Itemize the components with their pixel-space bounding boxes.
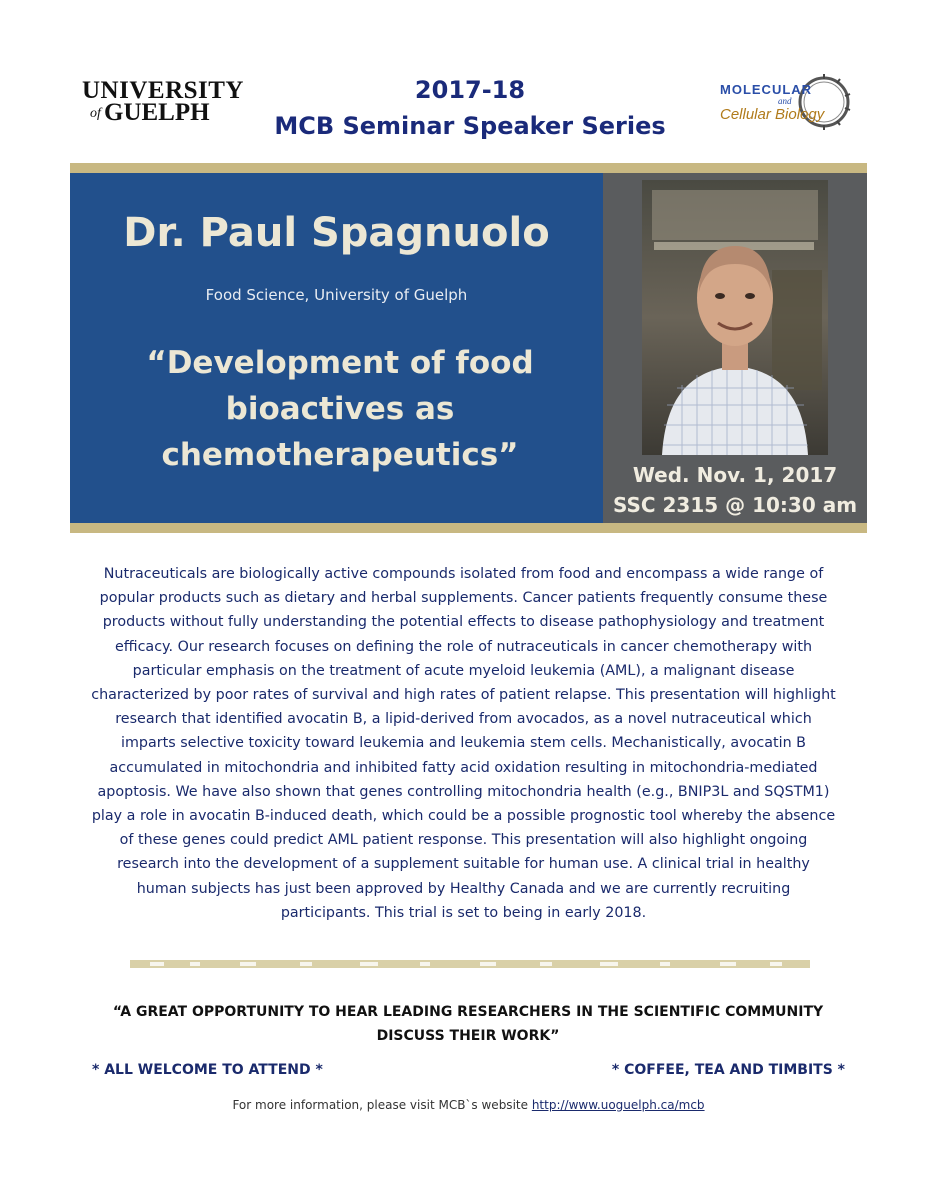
speaker-portrait (642, 180, 828, 455)
logo-guelph-text: GUELPH (104, 99, 210, 126)
speaker-name: Dr. Paul Spagnuolo (123, 210, 550, 256)
university-of-guelph-logo (80, 77, 244, 130)
gold-bar-top (70, 163, 867, 173)
logo-cellular-biology-text: Cellular Biology (720, 106, 825, 123)
logo-of-text: of (90, 106, 101, 121)
mcb-website-link[interactable]: http://www.uoguelph.ca/mcb (531, 1098, 705, 1112)
gold-bar-bottom (70, 523, 867, 533)
welcome-note: * ALL WELCOME TO ATTEND * (92, 1062, 323, 1078)
gear-icon (794, 70, 854, 134)
series-year: 2017-18 (414, 76, 526, 104)
talk-title: “Development of food bioactives as chemotherapeutics” (146, 345, 534, 473)
speaker-photo (642, 180, 828, 455)
logo-molecular-text: MOLECULAR (720, 82, 813, 97)
series-name: MCB Seminar Speaker Series (274, 112, 666, 140)
refreshments-note: * COFFEE, TEA AND TIMBITS * (611, 1062, 845, 1078)
event-location-time: SSC 2315 @ 10:30 am (612, 493, 858, 517)
promo-quote: “A GREAT OPPORTUNITY TO HEAR LEADING RESEARCHERS IN THE SCIENTIFIC COMMUNITY DISCUSS THEIR WORK” (112, 1004, 824, 1044)
more-info-text: For more information, please visit MCB`s website (232, 1098, 532, 1112)
abstract-text: Nutraceuticals are biologically active compounds isolated from food and encompass a wide range of popular products such as dietary and herbal supplements. Cancer patients frequently consume these products without fully understanding the potential effects to disease pathophysiology and treatment efficacy. Our research focuses on defining the role of nutraceuticals in cancer chemotherapy with particular emphasis on the treatment of acute myeloid leukemia (AML), a malignant disease characterized by poor rates of survival and high rates of patient relapse. This presentation will highlight research that identified avocatin B, a lipid-derived from avocados, as a novel nutraceutical which imparts selective toxicity toward leukemia and leukemia stem cells. Mechanistically, avocatin B accumulated in mitochondria and inhibited fatty acid oxidation resulting in mitochondria-mediated apoptosis. We have also shown that genes controlling mitochondria health (e.g., BNIP3L and SQSTM1) play a role in avocatin B-induced death, which could be a possible prognostic tool whereby the absence of these genes could predict AML patient response. This presentation will also highlight ongoing research into the development of a supplement suitable for human use. A clinical trial in healthy human subjects has just been approved by Healthy Canada and we are currently recruiting participants. This trial is set to being in early 2018. (91, 566, 836, 921)
more-info (70, 1098, 867, 1112)
speaker-affiliation: Food Science, University of Guelph (205, 286, 468, 304)
logo-and-text: and (778, 96, 792, 106)
series-title (250, 72, 690, 144)
mcb-logo (716, 68, 856, 138)
logo-university-text: UNIVERSITY (82, 77, 244, 104)
event-details (603, 460, 867, 520)
event-date: Wed. Nov. 1, 2017 (632, 463, 838, 487)
decorative-divider (130, 960, 810, 968)
